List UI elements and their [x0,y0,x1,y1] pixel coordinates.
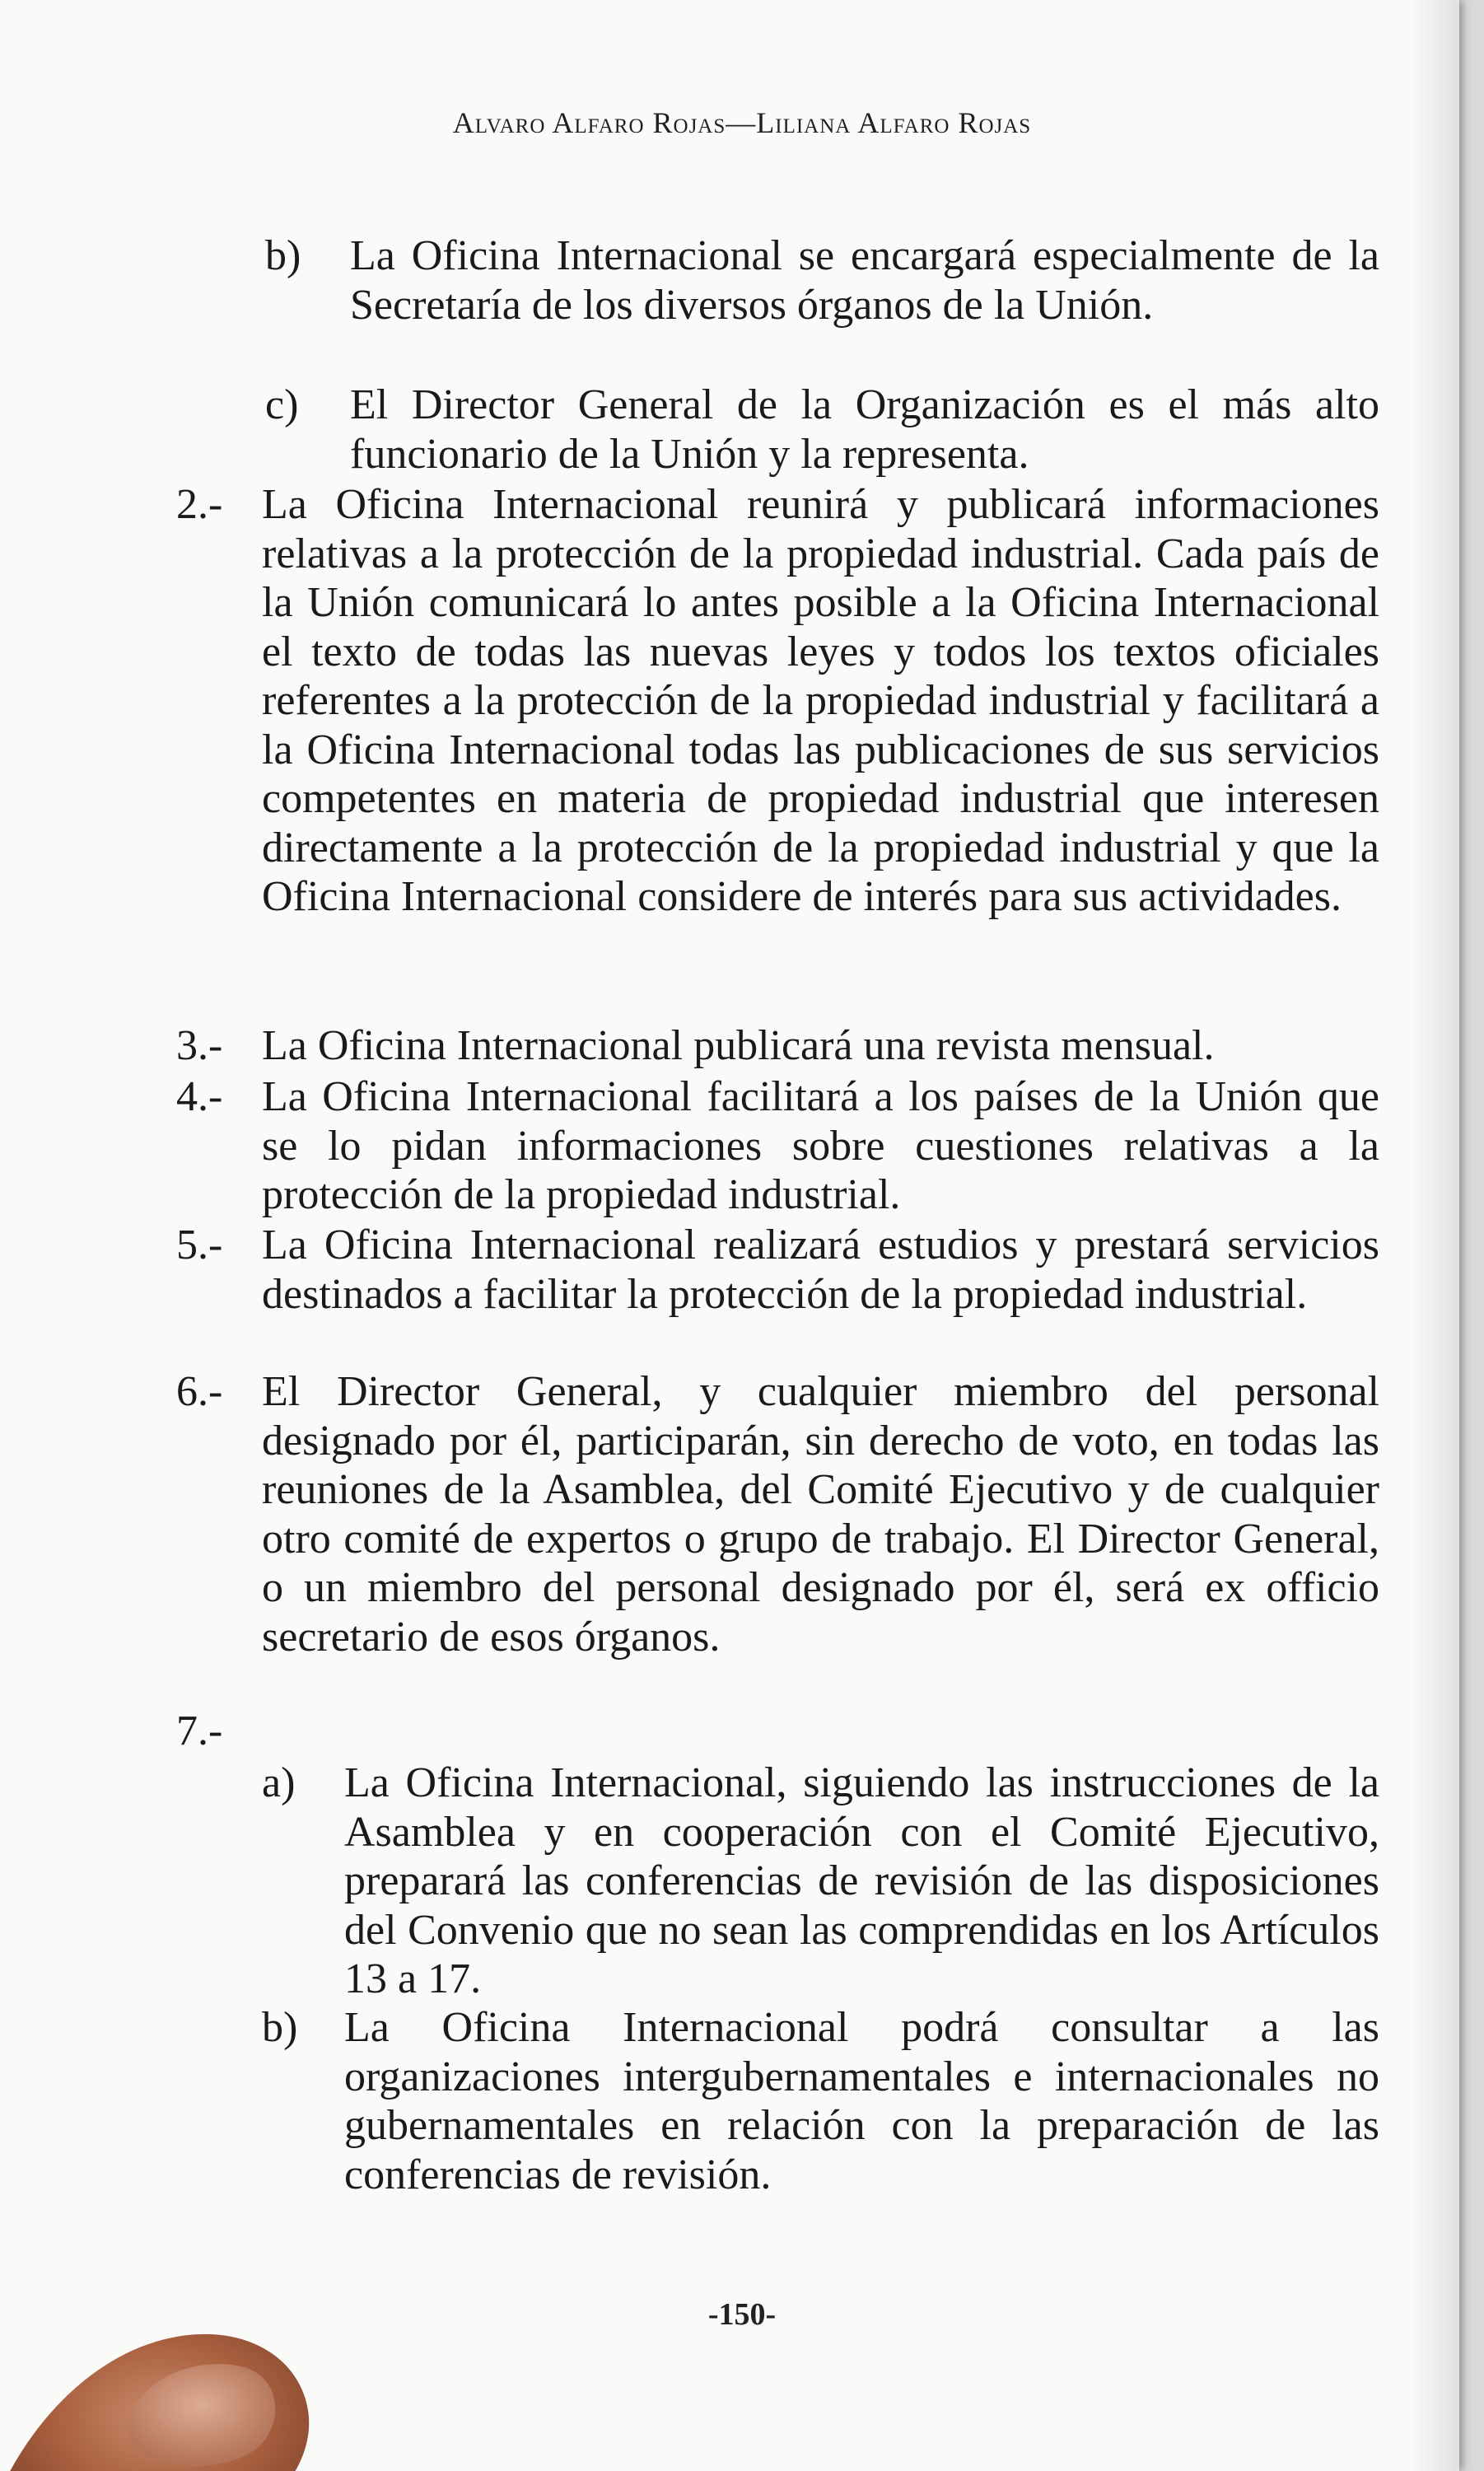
paragraph-5: La Oficina Internacional realizará estudios y prestará servicios destinados a facilitar la protección de la propiedad industrial. [262,1221,1379,1318]
paragraph-number: 4.- [176,1073,223,1120]
item-marker: b) [265,232,301,279]
list-item-7b: La Oficina Internacional podrá consultar a las organizaciones intergubernamentales e internacionales no gubernamentales en relación con la preparación de las conferencias de revisión. [344,2004,1379,2198]
item-marker: c) [265,381,299,428]
list-item-c: El Director General de la Organización es el más alto funcionario de la Unión y la representa. [350,381,1379,478]
paragraph-number: 7.- [176,1707,223,1754]
paragraph-3: La Oficina Internacional publicará una revista mensual. [262,1022,1215,1069]
item-marker: b) [262,2004,298,2051]
list-item-7a: La Oficina Internacional, siguiendo las instrucciones de la Asamblea y en cooperación con el Comité Ejecutivo, preparará las conferencias de revisión de las disposiciones del Convenio que no sean las comprendidas en los Artículos 13 a 17. [344,1759,1379,2002]
paragraph-4: La Oficina Internacional facilitará a los países de la Unión que se lo pidan informaciones sobre cuestiones relativas a la protección de la propiedad industrial. [262,1073,1379,1218]
paragraph-2: La Oficina Internacional reunirá y publicará informaciones relativas a la protección de la propiedad industrial. Cada país de la Unión comunicará lo antes posible a la Oficina Internacional el texto de todas las nuevas leyes y todos los textos oficiales referentes a la protección de la propiedad industrial y facilitará a la Oficina Internacional todas las publicaciones de sus servicios competentes en materia de propiedad industrial que interesen directamente a la protección de la propiedad industrial y que la Oficina Internacional considere de interés para sus actividades. [262,481,1379,920]
item-marker: a) [262,1759,296,1806]
page-edge-shadow [1410,0,1459,2471]
paragraph-number: 5.- [176,1221,223,1268]
thumb-photo [0,2224,371,2471]
paragraph-number: 6.- [176,1368,223,1415]
paragraph-number: 3.- [176,1022,223,1069]
page-number: -150- [707,2297,777,2332]
running-head: Alvaro Alfaro Rojas—Liliana Alfaro Rojas [452,106,1032,139]
paragraph-number: 2.- [176,481,223,528]
list-item-b: La Oficina Internacional se encargará especialmente de la Secretaría de los diversos órganos de la Unión. [350,232,1379,329]
paragraph-6: El Director General, y cualquier miembro del personal designado por él, participarán, sin derecho de voto, en todas las reuniones de la Asamblea, del Comité Ejecutivo y de cualquier otro comité de expertos o grupo de trabajo. El Director General, o un miembro del personal designado por él, será ex officio secretario de esos órganos. [262,1368,1379,1661]
